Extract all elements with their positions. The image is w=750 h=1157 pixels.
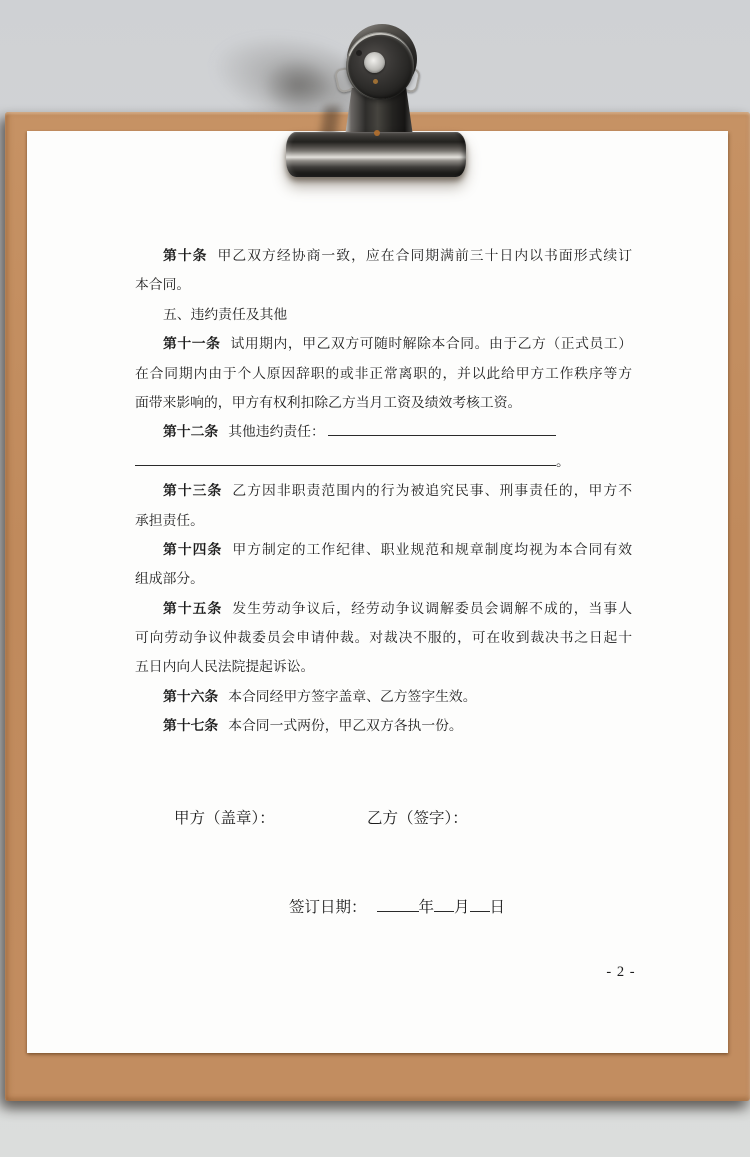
line-text: 乙方因非职责范围内的行为被追究民事、刑事责任的，甲方不 xyxy=(232,483,633,499)
line-text: 五、违约责任及其他 xyxy=(163,306,288,322)
article-label: 第十六条 xyxy=(163,688,219,704)
year-label: 年 xyxy=(418,899,435,916)
line-text: 五日内向人民法院提起诉讼。 xyxy=(135,659,315,675)
article-label: 第十七条 xyxy=(163,718,219,734)
line-text: 其他违约责任： xyxy=(228,424,325,440)
article-label: 第十四条 xyxy=(163,541,223,557)
article-label: 第十一条 xyxy=(163,336,221,352)
doc-line xyxy=(135,329,632,358)
article-label: 第十三条 xyxy=(163,483,223,499)
date-prefix: 签订日期： xyxy=(289,899,367,916)
clip-knob-pinhole xyxy=(356,50,362,56)
clip-reflection-glint-top xyxy=(373,79,378,84)
line-text: 甲方制定的工作纪律、职业规范和规章制度均视为本合同有效 xyxy=(232,541,633,557)
day-blank xyxy=(470,896,490,913)
doc-line xyxy=(135,535,632,564)
line-text: 试用期内，甲乙双方可随时解除本合同。由于乙方（正式员工） xyxy=(230,336,633,352)
clip-wall-shadow-inner xyxy=(262,58,332,114)
clip-knob-hole xyxy=(364,52,385,73)
month-blank xyxy=(434,896,454,913)
line-text: 甲乙双方经协商一致，应在合同期满前三十日内以书面形式续订 xyxy=(217,248,633,263)
line-text: 。 xyxy=(556,453,570,469)
party-b-signature-label: 乙方（签字）： xyxy=(367,810,468,827)
line-text: 在合同期内由于个人原因辞职的或非正常离职的，并以此给甲方工作秩序等方 xyxy=(135,365,632,381)
signing-date-line xyxy=(289,895,505,917)
clip-jaw-bar xyxy=(286,132,466,177)
contract-page xyxy=(27,131,728,1053)
article-label: 第十条 xyxy=(163,248,208,263)
line-text: 发生劳动争议后，经劳动争议调解委员会调解不成的，当事人 xyxy=(232,600,633,616)
line-text: 面带来影响的，甲方有权利扣除乙方当月工资及绩效考核工资。 xyxy=(135,394,522,410)
day-label: 日 xyxy=(489,899,506,916)
doc-line xyxy=(135,594,632,623)
doc-line xyxy=(135,506,632,535)
line-text: 本合同一式两份，甲乙双方各执一份。 xyxy=(228,718,463,734)
doc-line xyxy=(135,682,632,711)
month-label: 月 xyxy=(454,899,470,916)
line-text: 可向劳动争议仲裁委员会申请仲裁。对裁决不服的，可在收到裁决书之日起十 xyxy=(135,630,632,646)
doc-line xyxy=(135,623,632,652)
doc-line section-heading xyxy=(135,300,632,329)
party-a-signature-label: 甲方（盖章）： xyxy=(174,810,275,827)
year-blank xyxy=(377,896,419,913)
clip-reflection-glint-bottom xyxy=(374,130,380,136)
doc-line xyxy=(135,711,632,740)
line-text: 本合同经甲方签字盖章、乙方签字生效。 xyxy=(228,688,477,704)
doc-line xyxy=(135,476,632,505)
article-label: 第十五条 xyxy=(163,600,223,616)
fill-in-blank-line xyxy=(135,452,556,466)
fill-in-blank-line xyxy=(328,422,556,436)
line-text: 组成部分。 xyxy=(135,571,204,587)
line-text: 承担责任。 xyxy=(135,512,204,528)
doc-line xyxy=(135,417,632,446)
page-number: - 2 - xyxy=(606,964,636,980)
contract-body xyxy=(135,241,632,741)
doc-line xyxy=(135,388,632,417)
article-label: 第十二条 xyxy=(163,424,219,440)
doc-line xyxy=(135,270,632,299)
doc-line xyxy=(135,359,632,388)
doc-line xyxy=(135,447,632,476)
doc-line xyxy=(135,652,632,681)
line-text: 本合同。 xyxy=(135,277,191,293)
doc-line xyxy=(135,564,632,593)
doc-line xyxy=(135,241,632,270)
